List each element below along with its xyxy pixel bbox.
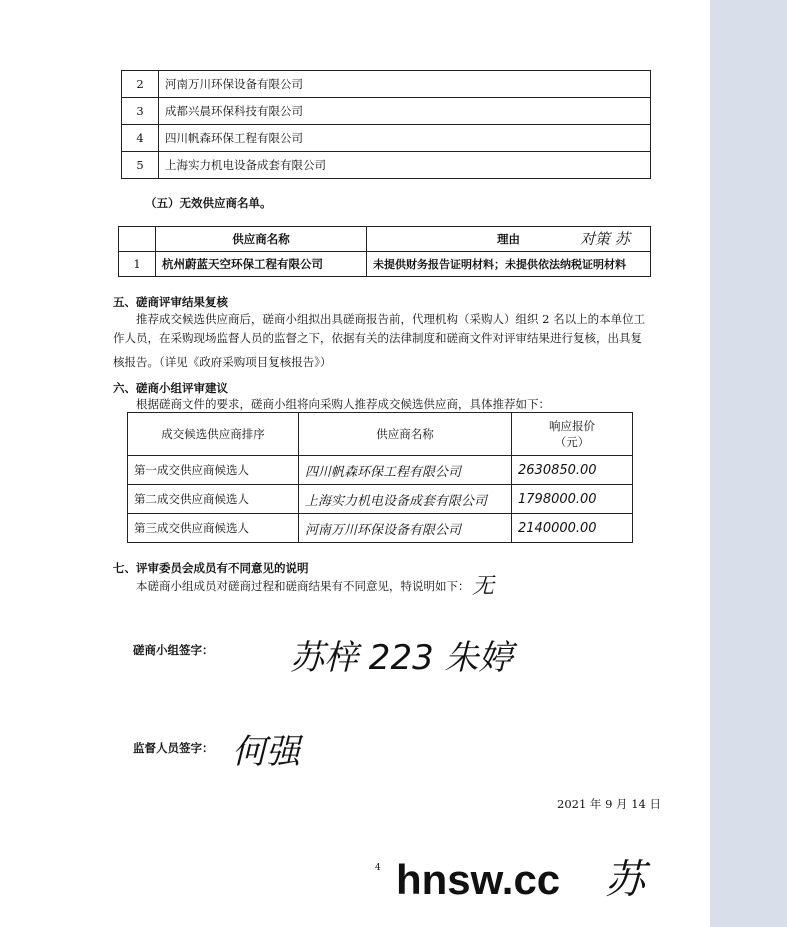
initials-signature: 苏 <box>605 857 645 903</box>
invalid-supplier-table <box>118 226 651 277</box>
supervisor-signature: 何强 <box>232 732 300 772</box>
supervisor-signature-label: 监督人员签字： <box>133 741 214 755</box>
advice-heading: 六、磋商小组评审建议 <box>113 381 228 395</box>
dissent-handwriting: 无 <box>472 574 495 599</box>
recommendation-table <box>127 412 633 543</box>
invalid-heading: （五）无效供应商名单。 <box>145 196 272 210</box>
document-date: 2021 年 9 月 14 日 <box>557 797 661 811</box>
group-signature-label: 磋商小组签字： <box>133 643 214 657</box>
handwritten-note: 对策 苏 <box>580 230 630 248</box>
review-paragraph-line: 推荐成交候选供应商后，磋商小组拟出具磋商报告前，代理机构（采购人）组织 2 名以上的本单位工 <box>136 312 646 326</box>
table-row: 3 成都兴晨环保科技有限公司 <box>122 98 651 125</box>
advice-intro: 根据磋商文件的要求，磋商小组将向采购人推荐成交候选供应商，具体推荐如下： <box>136 397 550 411</box>
page-number: 4 <box>375 863 381 873</box>
dissent-heading: 七、评审委员会成员有不同意见的说明 <box>113 561 309 575</box>
table-header-row: 成交候选供应商排序 供应商名称 响应报价 （元） <box>128 413 633 456</box>
table-row: 5 上海实力机电设备成套有限公司 <box>122 152 651 179</box>
group-signatures: 苏梓 223 朱婷 <box>290 638 513 678</box>
review-paragraph-line: 作人员，在采购现场监督人员的监督之下，依据有关的法律制度和磋商文件对评审结果进行复核，出具复 <box>113 331 642 345</box>
table-header-row: 供应商名称 理由 <box>119 227 651 252</box>
watermark-text: hnsw.cc <box>396 856 561 903</box>
review-paragraph-line: 核报告。（详见《政府采购项目复核报告》） <box>113 355 332 369</box>
table-row: 2 河南万川环保设备有限公司 <box>122 71 651 98</box>
table-row: 1 杭州蔚蓝天空环保工程有限公司 未提供财务报告证明材料；未提供依法纳税证明材料 <box>119 252 651 277</box>
dissent-body: 本磋商小组成员对磋商过程和磋商结果有不同意见，特说明如下： <box>136 579 470 593</box>
scan-edge <box>710 0 787 927</box>
table-row: 第三成交供应商候选人 河南万川环保设备有限公司 2140000.00 <box>128 514 633 543</box>
table-row: 第二成交供应商候选人 上海实力机电设备成套有限公司 1798000.00 <box>128 485 633 514</box>
review-heading: 五、磋商评审结果复核 <box>113 295 228 309</box>
supplier-table-top <box>121 70 651 179</box>
table-row: 第一成交供应商候选人 四川帆森环保工程有限公司 2630850.00 <box>128 456 633 485</box>
table-row: 4 四川帆森环保工程有限公司 <box>122 125 651 152</box>
